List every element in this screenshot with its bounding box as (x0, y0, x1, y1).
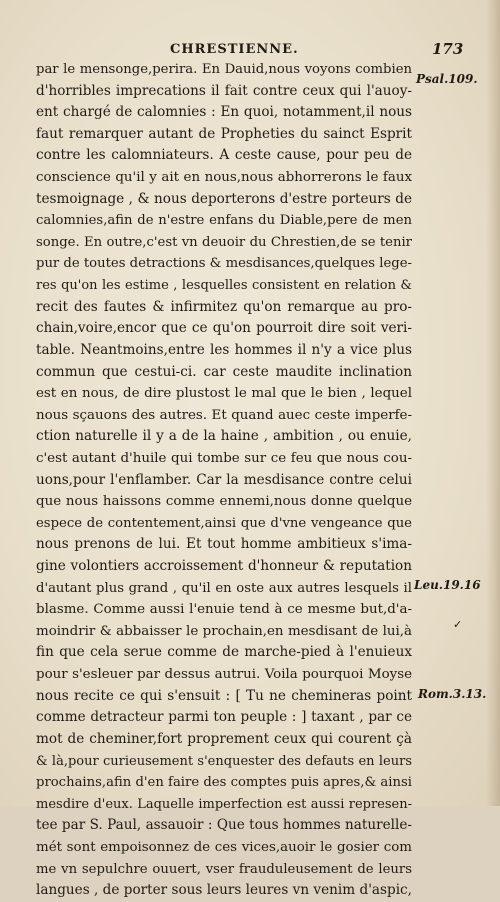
text-line: uons,pour l'enflamber. Car la mesdisance contre celui (36, 471, 412, 488)
text-line: me vn sepulchre ouuert, vser frauduleusement de leurs (36, 861, 412, 877)
running-header: CHRESTIENNE. (170, 42, 299, 57)
text-line: songe. En outre,c'est vn deuoir du Chrestien,de se tenir (36, 234, 412, 250)
text-line: moindrir & abbaisser le prochain,en mesdisant de lui,à (36, 623, 412, 639)
text-line: chain,voire,encor que ce qu'on pourroit dire soit veri- (36, 320, 412, 337)
text-line: gine volontiers accroissement d'honneur & reputation (36, 558, 412, 575)
text-line: c'est autant d'huile qui tombe sur ce feu que nous cou- (36, 450, 412, 466)
text-line: pur de toutes detractions & mesdisances,quelques lege- (36, 256, 412, 272)
text-line: res qu'on les estime , lesquelles consistent en relation & (36, 278, 412, 294)
text-line: calomnies,afin de n'estre enfans du Diable,pere de men (36, 213, 412, 229)
text-line: conscience qu'il y ait en nous,nous abhorrerons le faux (36, 170, 412, 186)
text-line: prochains,afin d'en faire des comptes puis apres,& ainsi (36, 775, 412, 791)
text-line: table. Neantmoins,entre les hommes il n'y a vice plus (36, 341, 412, 358)
body-text (36, 59, 412, 902)
text-line: contre les calomniateurs. A ceste cause, pour peu de (36, 147, 412, 164)
text-line: faut remarquer autant de Propheties du sainct Esprit (36, 125, 412, 142)
text-line: & là,pour curieusement s'enquester des defauts en leurs (36, 753, 412, 769)
text-line: langues , de porter sous leurs leures vn venim d'aspic, (36, 882, 412, 899)
text-line: espece de contentement,ainsi que d'vne vengeance que (36, 515, 412, 531)
page-edge-shadow (486, 0, 500, 806)
text-line: tesmoignage , & nous deporterons d'estre porteurs de (36, 190, 412, 207)
text-line: ction naturelle il y a de la haine , ambition , ou enuie, (36, 428, 412, 445)
page-number: 173 (432, 40, 464, 58)
text-line: par le mensonge,perira. En Dauid,nous voyons combien (36, 62, 412, 77)
text-line: est en nous, de dire plustost le mal que le bien , lequel (36, 386, 412, 402)
margin-note-romans: Rom.3.13. (418, 687, 487, 701)
text-line: fin que cela serue comme de marche-pied à l'enuieux (36, 644, 412, 661)
handwritten-check-mark: ✓ (453, 618, 463, 631)
text-line: d'horribles imprecations il fait contre ceux qui l'auoy- (36, 82, 412, 99)
text-line: comme detracteur parmi ton peuple : ] taxant , par ce (36, 709, 412, 726)
text-line: recit des fautes & infirmitez qu'on remarque au pro- (36, 298, 412, 315)
margin-note-psalm: Psal.109. (416, 72, 478, 86)
text-line: commun que cestui-ci. car ceste maudite inclination (36, 363, 412, 380)
text-line: nous sçauons des autres. Et quand auec ceste imperfe- (36, 407, 412, 423)
text-line: blasme. Comme aussi l'enuie tend à ce mesme but,d'a- (36, 602, 412, 618)
text-line: ent chargé de calomnies : En quoi, notamment,il nous (36, 104, 412, 121)
text-line: que nous haissons comme ennemi,nous donne quelque (36, 494, 412, 510)
margin-note-leviticus: Leu.19.16 (414, 578, 481, 592)
text-line: tee par S. Paul, assauoir : Que tous hommes naturelle- (36, 817, 412, 834)
text-line: nous prenons de lui. Et tout homme ambitieux s'ima- (36, 536, 412, 553)
text-line: mesdire d'eux. Laquelle imperfection est aussi represen- (36, 796, 412, 812)
text-line: nous recite ce qui s'ensuit : [ Tu ne chemineras point (36, 687, 412, 704)
text-line: d'autant plus grand , qu'il en oste aux autres lesquels il (36, 580, 412, 596)
text-line: pour s'esleuer par dessus autrui. Voila pourquoi Moyse (36, 667, 412, 683)
text-line: mot de cheminer,fort proprement ceux qui courent çà (36, 730, 412, 747)
text-line: mét sont empoisonnez de ces vices,auoir le gosier com (36, 839, 412, 855)
